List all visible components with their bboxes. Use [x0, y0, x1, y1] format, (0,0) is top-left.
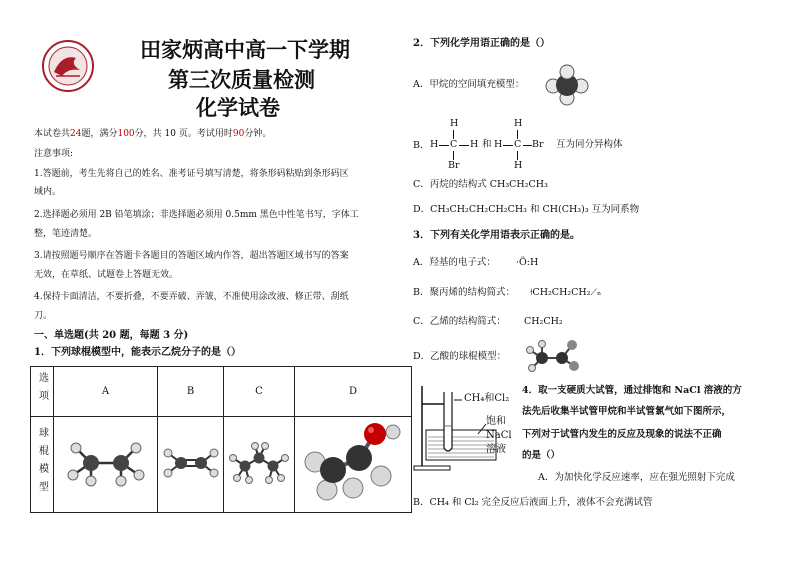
- ball-stick-model-b-icon: [161, 443, 221, 483]
- q2-option-c: C．丙烷的结构式 CH₃CH₂CH₃: [413, 179, 548, 190]
- note-line: 4.保持卡面清洁，不要折叠，不要弄破、弄皱，不准使用涂改液、修正带、刮纸: [34, 292, 349, 302]
- q2-option-b-and: 和: [482, 139, 492, 150]
- title-line3: 化学试卷: [196, 96, 280, 120]
- apparatus-gas-label: CH₄和Cl₂: [464, 393, 510, 404]
- q4-stem-line: 4．取一支硬质大试管，通过排饱和 NaCl 溶液的方: [522, 385, 742, 396]
- exam-intro: 本试卷共24题，满分100分，共 10 页。考试用时90分钟。: [34, 129, 272, 139]
- note-line: 刀。: [34, 311, 53, 321]
- option-header-c: C: [224, 367, 295, 417]
- ball-stick-model-d-icon: [297, 418, 409, 508]
- q3-option-c-formula: CH₂CH₂: [524, 316, 563, 327]
- title-line2: 第三次质量检测: [168, 68, 315, 92]
- table-header-label: 选项: [31, 367, 54, 417]
- q3-stem: 3．下列有关化学用语表示正确的是。: [413, 230, 580, 241]
- notes-heading: 注意事项:: [34, 149, 74, 159]
- note-line: 1.答题前，考生先将自己的姓名、准考证号填写清楚，将条形码粘贴到条形码区: [34, 169, 349, 179]
- q1-stem: 1．下列球棍模型中，能表示乙烷分子的是（）: [34, 347, 241, 358]
- q1-options-table: [30, 366, 412, 513]
- ball-stick-model-a-icon: [61, 433, 151, 493]
- q3-option-d: D．乙酸的球棍模型：: [413, 351, 507, 362]
- q4-stem-line: 下列对于试管内发生的反应及现象的说法不正确: [522, 429, 722, 440]
- table-row-label: 球棍模型: [31, 417, 54, 513]
- q3-option-b-formula: ⟊CH₂CH₂CH₂⟋ₙ: [530, 287, 602, 298]
- dibromomethane-structure-2: H H C Br H: [494, 118, 544, 171]
- q2-option-a: A．甲烷的空间填充模型：: [413, 79, 525, 90]
- apparatus-solution-label: 饱和: [486, 416, 506, 427]
- title-line1: 田家炳高中高一下学期: [140, 38, 350, 62]
- school-logo: [42, 40, 94, 92]
- q4-stem-line: 的是（）: [522, 450, 561, 461]
- option-header-d: D: [295, 367, 412, 417]
- model-a: [54, 417, 158, 513]
- q4-option-a: A．为加快化学反应速率，应在强光照射下完成: [538, 472, 735, 483]
- q4-stem-line: 法先后收集半试管甲烷和半试管氯气如下图所示，: [522, 406, 732, 417]
- section-heading: 一、单选题(共 20 题，每题 3 分): [34, 330, 189, 341]
- ball-stick-model-c-icon: [227, 438, 291, 488]
- apparatus-solution-label: 溶液: [486, 444, 506, 455]
- full-score: 100: [117, 129, 135, 139]
- q3-option-a-formula: ·Ö:H: [516, 257, 539, 268]
- dibromomethane-structure-1: H H C H Br: [430, 118, 479, 171]
- model-d: [295, 417, 412, 513]
- q2-option-b-suffix: 互为同分异构体: [556, 139, 623, 150]
- note-line: 域内。: [34, 187, 62, 197]
- q3-option-c: C．乙烯的结构简式：: [413, 316, 506, 327]
- note-line: 整，笔迹清楚。: [34, 229, 98, 239]
- question-count: 24: [70, 129, 82, 139]
- note-line: 无效，在草纸、试题卷上答题无效。: [34, 270, 179, 280]
- option-header-b: B: [158, 367, 224, 417]
- q2-stem: 2．下列化学用语正确的是（）: [413, 38, 550, 49]
- note-line: 2.选择题必须用 2B 铅笔填涂；非选择题必须用 0.5mm 黑色中性笔书写，字体工: [34, 210, 359, 220]
- test-tube-apparatus-icon: [412, 382, 522, 474]
- methane-space-filling-icon: [543, 64, 591, 110]
- q2-option-d: D．CH₃CH₂CH₂CH₂CH₃ 和 CH(CH₃)₃ 互为同系物: [413, 204, 640, 215]
- option-header-a: A: [54, 367, 158, 417]
- model-b: [158, 417, 224, 513]
- q4-option-b: B．CH₄ 和 Cl₂ 完全反应后液面上升，液体不会充满试管: [413, 497, 653, 508]
- model-c: [224, 417, 295, 513]
- note-line: 3.请按照题号顺序在答题卡各题目的答题区域内作答，超出答题区域书写的答案: [34, 251, 349, 261]
- q3-option-a: A．羟基的电子式：: [413, 257, 496, 268]
- apparatus-solution-label: NaCl: [486, 430, 512, 441]
- time-limit: 90: [232, 129, 245, 139]
- acetic-acid-model-icon: [524, 336, 584, 380]
- q2-option-b-prefix: B．: [413, 140, 430, 151]
- q3-option-b: B．聚丙烯的结构简式：: [413, 287, 515, 298]
